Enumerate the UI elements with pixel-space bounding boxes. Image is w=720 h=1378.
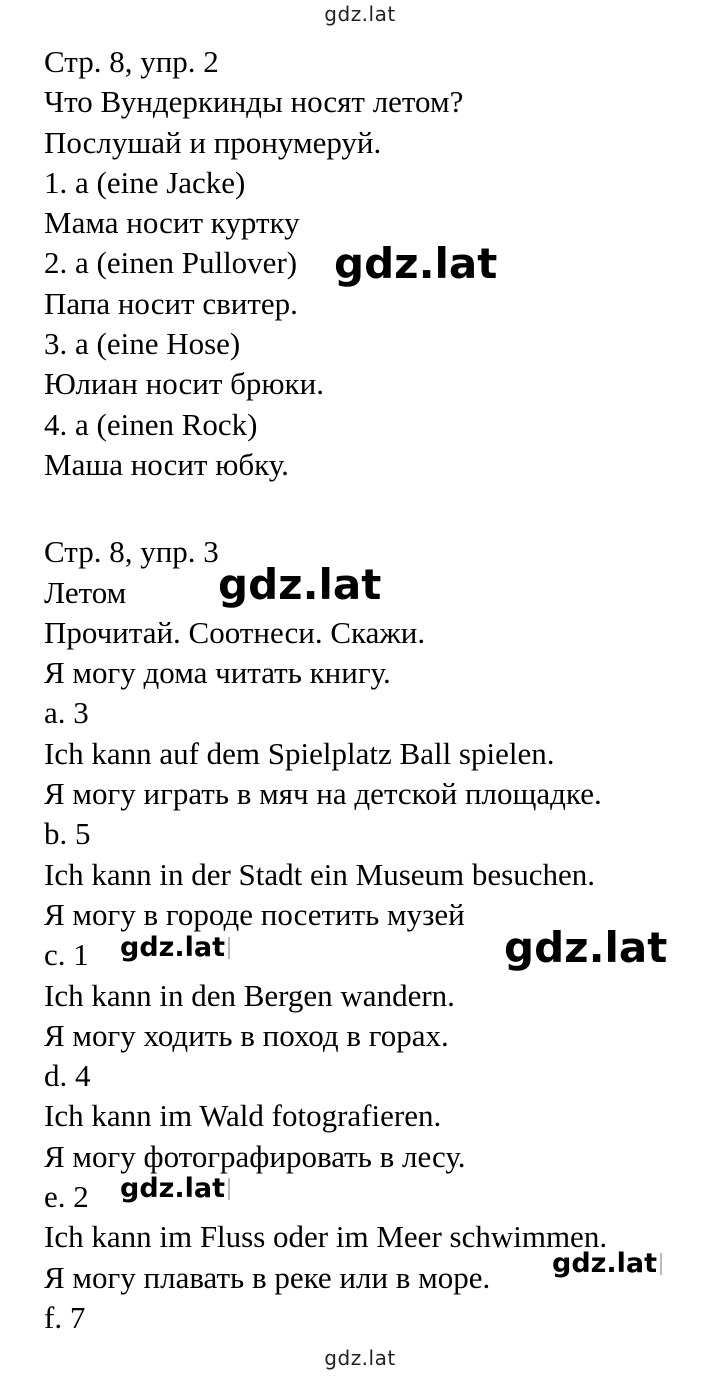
exercise-subtitle: Что Вундеркинды носят летом? <box>44 84 464 120</box>
answer-line: 4. а (einen Rock) <box>44 406 258 442</box>
watermark-logo: gdz.lat <box>120 1175 230 1202</box>
german-sentence: Ich kann im Fluss oder im Meer schwimmen. <box>44 1219 608 1255</box>
section-gap <box>44 485 704 532</box>
answer-label: d. 4 <box>44 1058 91 1094</box>
answer-label: e. 2 <box>44 1179 89 1215</box>
translation-line: Я могу плавать в реке или в море. <box>44 1259 491 1295</box>
translation-line: Мама носит куртку <box>44 205 300 241</box>
translation-line: Я могу в городе посетить музей <box>44 896 465 932</box>
exercise-instruction: Прочитай. Соотнеси. Скажи. <box>44 614 426 650</box>
translation-line: Я могу дома читать книгу. <box>44 655 391 691</box>
answer-label: a. 3 <box>44 695 89 731</box>
german-sentence: Ich kann im Wald fotografieren. <box>44 1098 442 1134</box>
german-sentence: Ich kann in der Stadt ein Museum besuchen. <box>44 856 595 892</box>
translation-line: Я могу фотографировать в лесу. <box>44 1138 466 1174</box>
answer-line: 2. а (einen Pullover) <box>44 245 298 281</box>
translation-line: Папа носит свитер. <box>44 285 298 321</box>
translation-line: Юлиан носит брюки. <box>44 366 324 402</box>
german-sentence: Ich kann in den Bergen wandern. <box>44 977 455 1013</box>
answer-label: c. 1 <box>44 937 89 973</box>
answer-line: 3. а (eine Hose) <box>44 326 241 362</box>
answer-label: f. 7 <box>44 1299 86 1335</box>
exercise-title: Стр. 8, упр. 3 <box>44 534 219 570</box>
answer-line: 1. а (eine Jacke) <box>44 164 246 200</box>
solution-text <box>44 42 704 1338</box>
watermark-logo: gdz.lat <box>334 239 498 288</box>
exercise-subtitle: Летом <box>44 574 127 610</box>
exercise-instruction: Послушай и пронумеруй. <box>44 124 382 160</box>
site-header: gdz.lat <box>324 2 396 26</box>
watermark-logo: gdz.lat <box>552 1250 662 1277</box>
site-footer: gdz.lat <box>324 1346 396 1370</box>
translation-line: Я могу ходить в поход в горах. <box>44 1017 449 1053</box>
translation-line: Я могу играть в мяч на детской площадке. <box>44 776 602 812</box>
exercise-title: Стр. 8, упр. 2 <box>44 44 219 79</box>
translation-line: Маша носит юбку. <box>44 446 289 482</box>
watermark-logo: gdz.lat <box>504 923 668 972</box>
answer-label: b. 5 <box>44 816 91 852</box>
watermark-logo: gdz.lat <box>218 560 382 609</box>
german-sentence: Ich kann auf dem Spielplatz Ball spielen. <box>44 735 555 771</box>
watermark-logo: gdz.lat <box>120 934 230 961</box>
